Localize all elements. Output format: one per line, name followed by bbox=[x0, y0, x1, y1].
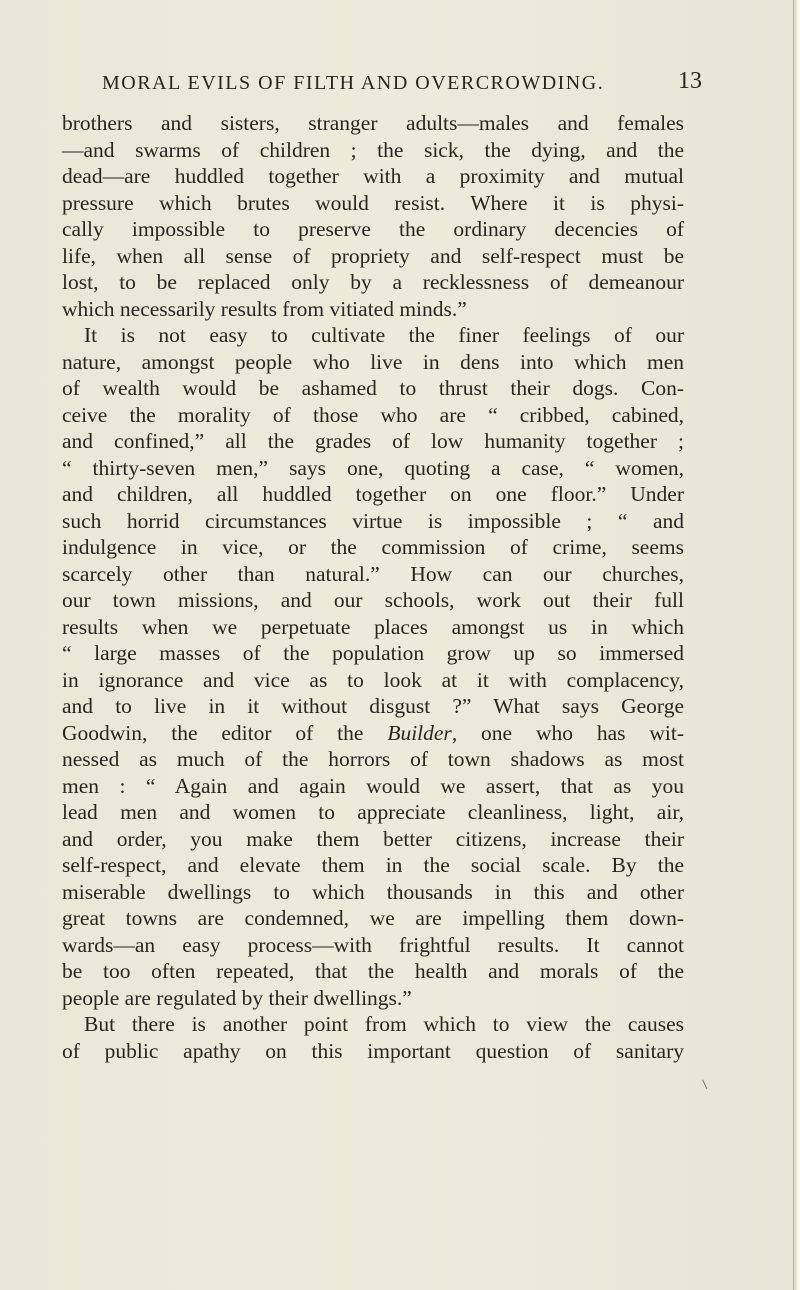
text-line: such horrid circumstances virtue is impossible ; “ and bbox=[62, 508, 684, 533]
text-line: results when we perpetuate places amongst us in which bbox=[62, 614, 684, 639]
margin-mark bbox=[702, 1077, 713, 1089]
line-text-after: , one who has wit- bbox=[451, 720, 684, 745]
text-line: miserable dwellings to which thousands in this and other bbox=[62, 879, 684, 904]
text-line: and confined,” all the grades of low humanity together ; bbox=[62, 429, 684, 453]
text-line: “ thirty-seven men,” says one, quoting a case, “ women, bbox=[62, 455, 684, 480]
text-line: indulgence in vice, or the commission of crime, seems bbox=[62, 535, 684, 559]
text-line: life, when all sense of propriety and self-respect must be bbox=[62, 243, 684, 268]
paragraph-start: It is not easy to cultivate the finer feelings of our bbox=[84, 323, 684, 347]
text-line: in ignorance and vice as to look at it with complacency, bbox=[62, 667, 684, 692]
text-line: which necessarily results from vitiated minds.” bbox=[62, 296, 467, 321]
text-line: lost, to be replaced only by a recklessness of demeanour bbox=[62, 270, 684, 294]
text-line: wards—an easy process—with frightful results. It cannot bbox=[62, 932, 684, 957]
text-line: our town missions, and our schools, work out their full bbox=[62, 588, 684, 612]
text-line: of wealth would be ashamed to thrust their dogs. Con- bbox=[62, 376, 684, 400]
text-line: ceive the morality of those who are “ cribbed, cabined, bbox=[62, 402, 684, 427]
text-line: lead men and women to appreciate cleanliness, light, air, bbox=[62, 800, 684, 824]
line-text-before: Goodwin, the editor of the bbox=[62, 720, 388, 745]
text-line: nessed as much of the horrors of town shadows as most bbox=[62, 747, 684, 771]
text-line: “ large masses of the population grow up so immersed bbox=[62, 641, 684, 665]
paragraph-start: But there is another point from which to view the causes bbox=[84, 1012, 684, 1036]
text-line: and to live in it without disgust ?” What says George bbox=[62, 694, 684, 718]
text-line: be too often repeated, that the health and morals of the bbox=[62, 959, 684, 983]
page-number: 13 bbox=[678, 68, 702, 94]
text-line: cally impossible to preserve the ordinary decencies of bbox=[62, 217, 684, 241]
text-line: men : “ Again and again would we assert, that as you bbox=[62, 773, 684, 798]
text-line: pressure which brutes would resist. Where it is physi- bbox=[62, 190, 684, 215]
running-head: MORAL EVILS OF FILTH AND OVERCROWDING. bbox=[102, 72, 605, 94]
text-line: and order, you make them better citizens, increase their bbox=[62, 826, 684, 851]
page-header bbox=[102, 68, 702, 102]
page-edge bbox=[793, 0, 800, 1290]
text-line: dead—are huddled together with a proximity and mutual bbox=[62, 164, 684, 188]
publication-title: Builder bbox=[387, 720, 452, 745]
text-line: nature, amongst people who live in dens into which men bbox=[62, 349, 684, 374]
text-line-with-title bbox=[62, 720, 684, 747]
text-line: self-respect, and elevate them in the social scale. By the bbox=[62, 853, 684, 877]
text-line: of public apathy on this important question of sanitary bbox=[62, 1038, 684, 1063]
text-line: great towns are condemned, we are impelling them down- bbox=[62, 906, 684, 930]
text-line: —and swarms of children ; the sick, the dying, and the bbox=[62, 137, 684, 162]
text-line: people are regulated by their dwellings.” bbox=[62, 985, 412, 1010]
text-line: brothers and sisters, stranger adults—males and females bbox=[62, 111, 684, 135]
text-line: and children, all huddled together on one floor.” Under bbox=[62, 482, 684, 506]
body-text bbox=[62, 110, 684, 1064]
text-line: scarcely other than natural.” How can our churches, bbox=[62, 561, 684, 586]
